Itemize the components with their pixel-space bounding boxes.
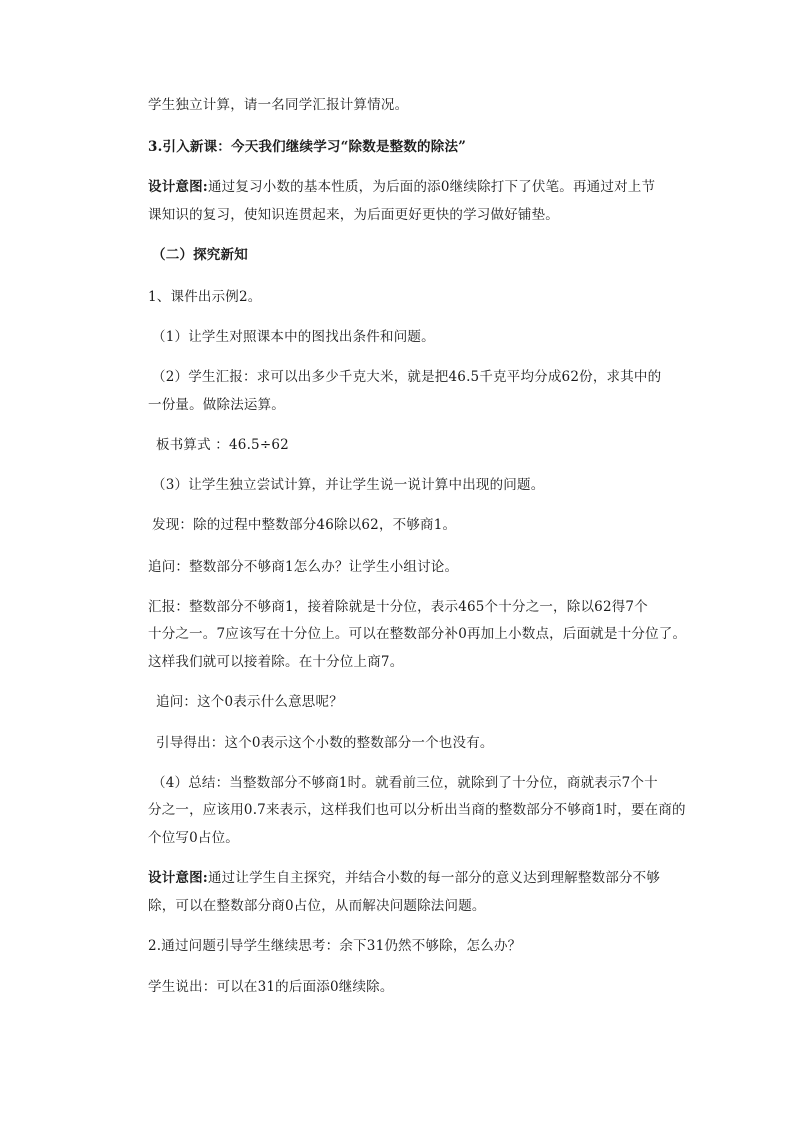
section-heading-explore: （二）探究新知 [152,247,248,263]
design-intent-text: 通过让学生自主探究，并结合小数的每一部分的意义达到理解整数部分不够 [207,870,661,886]
paragraph-line: 追问：整数部分不够商1怎么办？让学生小组讨论。 [148,559,459,575]
design-intent-line [148,868,660,888]
paragraph-line: 2.通过问题引导学生继续思考：余下31仍然不够除，怎么办？ [148,938,522,954]
paragraph-line: 汇报：整数部分不够商1，接着除就是十分位，表示465个十分之一，除以62得7个 [148,599,648,615]
section-heading-new-lesson: 3.引入新课：今天我们继续学习“除数是整数的除法” [148,139,467,155]
paragraph-line: 十分之一。7应该写在十分位上。可以在整数部分补0再加上小数点，后面就是十分位了。 [148,626,687,642]
paragraph-line: 除，可以在整数部分商0占位，从而解决问题除法问题。 [148,898,486,914]
paragraph-line: （4）总结：当整数部分不够商1时。就看前三位，就除到了十分位，商就表示7个十 [152,775,658,791]
paragraph-line: 学生说出：可以在31的后面添0继续除。 [148,979,394,995]
paragraph-line: 追问：这个0表示什么意思呢？ [156,694,343,710]
design-intent-label: 设计意图: [148,870,208,886]
design-intent-line [148,177,655,197]
paragraph-line: 个位写0占位。 [148,830,239,846]
paragraph-line: 课知识的复习，使知识连贯起来，为后面更好更快的学习做好铺垫。 [148,207,559,223]
paragraph-line: 发现：除的过程中整数部分46除以62，不够商1。 [152,517,457,533]
paragraph-line: （3）让学生独立尝试计算，并让学生说一说计算中出现的问题。 [152,477,545,493]
paragraph-line: 学生独立计算，请一名同学汇报计算情况。 [148,97,409,113]
design-intent-label: 设计意图: [148,179,208,195]
board-formula: 板书算式 ：46.5÷62 [156,437,289,453]
paragraph-line: 引导得出：这个0表示这个小数的整数部分一个也没有。 [156,735,494,751]
paragraph-line: 一份量。做除法运算。 [148,397,285,413]
design-intent-text: 通过复习小数的基本性质，为后面的添0继续除打下了伏笔。再通过对上节 [207,179,656,195]
paragraph-line: 这样我们就可以接着除。在十分位上商7。 [148,654,404,670]
paragraph-line: （1）让学生对照课本中的图找出条件和问题。 [152,329,435,345]
paragraph-line: 1、课件出示例2。 [148,289,262,305]
paragraph-line: 分之一，应该用0.7来表示，这样我们也可以分析出当商的整数部分不够商1时，要在商的 [148,802,686,818]
paragraph-line: （2）学生汇报：求可以出多少千克大米，就是把46.5千克平均分成62份，求其中的 [152,369,662,385]
